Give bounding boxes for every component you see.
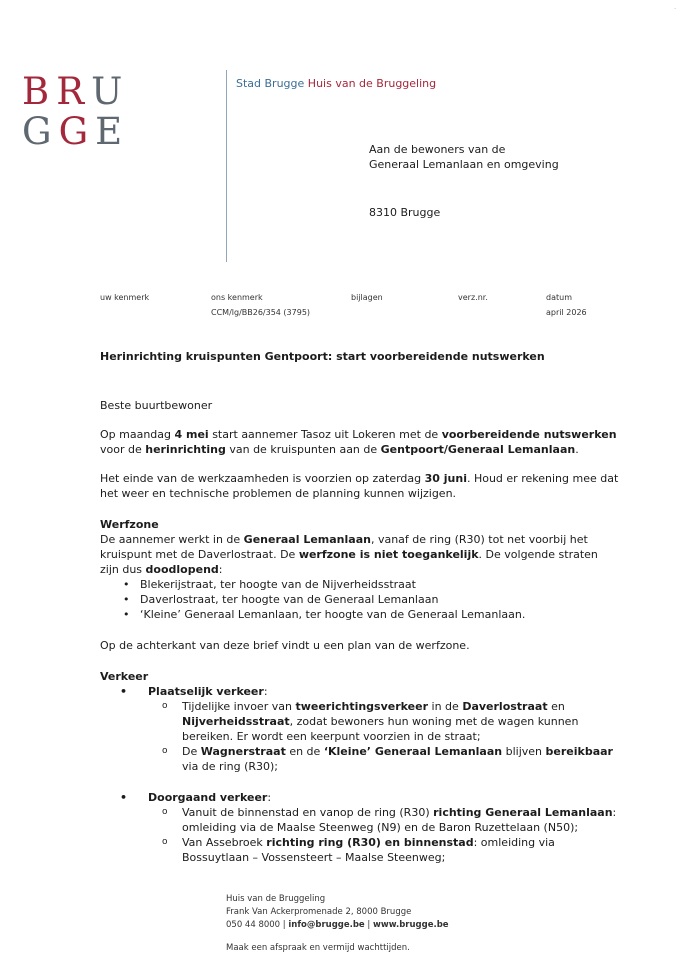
footer-phone: 050 44 8000 xyxy=(226,920,281,930)
recipient-address xyxy=(369,142,559,172)
logo-letter: E xyxy=(95,110,130,153)
footer xyxy=(226,893,449,955)
footer-email[interactable]: info@brugge.be xyxy=(288,920,365,930)
address-line: Generaal Lemanlaan en omgeving xyxy=(369,158,559,171)
logo-row-1 xyxy=(22,72,129,112)
sender-city: Stad Brugge xyxy=(236,77,305,90)
brugge-logo xyxy=(22,72,129,152)
ref-label: uw kenmerk xyxy=(100,293,150,302)
salutation: Beste buurtbewoner xyxy=(100,399,213,412)
postal-code: 8310 Brugge xyxy=(369,206,441,219)
list-item: • Daverlostraat, ter hoogte van de Generaal Lemanlaan xyxy=(120,592,620,607)
ref-value: april 2026 xyxy=(546,308,587,317)
letter-subject: Herinrichting kruispunten Gentpoort: start voorbereidende nutswerken xyxy=(100,350,545,363)
logo-letter: G xyxy=(22,110,59,153)
list-item: o De Wagnerstraat en de ‘Kleine’ Generaal Lemanlaan blijven bereikbaar via de ring (R30); xyxy=(162,745,613,773)
footer-note: Maak een afspraak en vermijd wachttijden. xyxy=(226,943,410,953)
corner-mark: · xyxy=(674,6,676,13)
ref-bijlagen xyxy=(351,293,383,302)
ref-datum xyxy=(546,293,587,317)
sender-department: Huis van de Bruggeling xyxy=(307,77,437,90)
list-item-through-traffic: • Doorgaand verkeer: xyxy=(120,791,272,804)
list-item: o Vanuit de binnenstad en vanop de ring (R30) richting Generaal Lemanlaan: omleiding via de Maalse Steenweg (N9) en de Baron Ruzettelaan (N50); xyxy=(162,806,617,834)
ref-verz xyxy=(458,293,488,302)
address-line: Aan de bewoners van de xyxy=(369,143,506,156)
logo-row-2 xyxy=(22,112,129,152)
ref-uw-kenmerk xyxy=(100,293,149,302)
footer-org: Huis van de Bruggeling xyxy=(226,894,326,904)
list-item: • ‘Kleine’ Generaal Lemanlaan, ter hoogte van de Generaal Lemanlaan. xyxy=(120,607,620,622)
paragraph-werfzone: De aannemer werkt in de Generaal Lemanlaan, vanaf de ring (R30) tot net voorbij het kruispunt met de Daverlostraat. De werfzone is niet toegankelijk. De volgende straten zijn dus doodlopend: xyxy=(100,533,598,576)
plan-note: Op de achterkant van deze brief vindt u een plan van de werfzone. xyxy=(100,639,470,652)
list-item-local-traffic: • Plaatselijk verkeer: xyxy=(120,685,268,698)
ref-label: ons kenmerk xyxy=(211,293,263,302)
heading-werfzone: Werfzone xyxy=(100,518,159,531)
ref-label: bijlagen xyxy=(351,293,383,302)
header-divider xyxy=(226,70,227,262)
paragraph-end-date: Het einde van de werkzaamheden is voorzien op zaterdag 30 juni. Houd er rekening mee dat het weer en technische problemen de planning kunnen wijzigen. xyxy=(100,472,619,500)
logo-letter: B xyxy=(22,70,57,113)
ref-label: datum xyxy=(546,293,572,302)
paragraph-start: Op maandag 4 mei start aannemer Tasoz uit Lokeren met de voorbereidende nutswerken voor de herinrichting van de kruispunten aan de Gentpoort/Generaal Lemanlaan. xyxy=(100,428,617,456)
ref-value: CCM/lg/BB26/354 (3795) xyxy=(211,308,311,317)
footer-address: Frank Van Ackerpromenade 2, 8000 Brugge xyxy=(226,907,412,917)
sender xyxy=(236,77,436,90)
list-item: o Tijdelijke invoer van tweerichtingsverkeer in de Daverlostraat en Nijverheidsstraat, zodat bewoners hun woning met de wagen kunnen bereiken. Er wordt een keerpunt voorzien in de straat; xyxy=(162,700,579,743)
logo-letter: R xyxy=(56,70,92,113)
logo-letter: U xyxy=(91,70,130,113)
list-item: • Blekerijstraat, ter hoogte van de Nijverheidsstraat xyxy=(120,577,620,592)
ref-label: verz.nr. xyxy=(458,293,488,302)
footer-website[interactable]: www.brugge.be xyxy=(372,920,449,930)
logo-letter: G xyxy=(58,110,96,153)
list-item: o Van Assebroek richting ring (R30) en binnenstad: omleiding via Bossuytlaan – Vossensteert – Maalse Steenweg; xyxy=(162,836,555,864)
ref-ons-kenmerk xyxy=(211,293,310,317)
heading-verkeer: Verkeer xyxy=(100,670,149,683)
footer-contact: 050 44 8000 | info@brugge.be | www.brugge.be xyxy=(226,920,449,930)
letter-body xyxy=(100,398,620,865)
